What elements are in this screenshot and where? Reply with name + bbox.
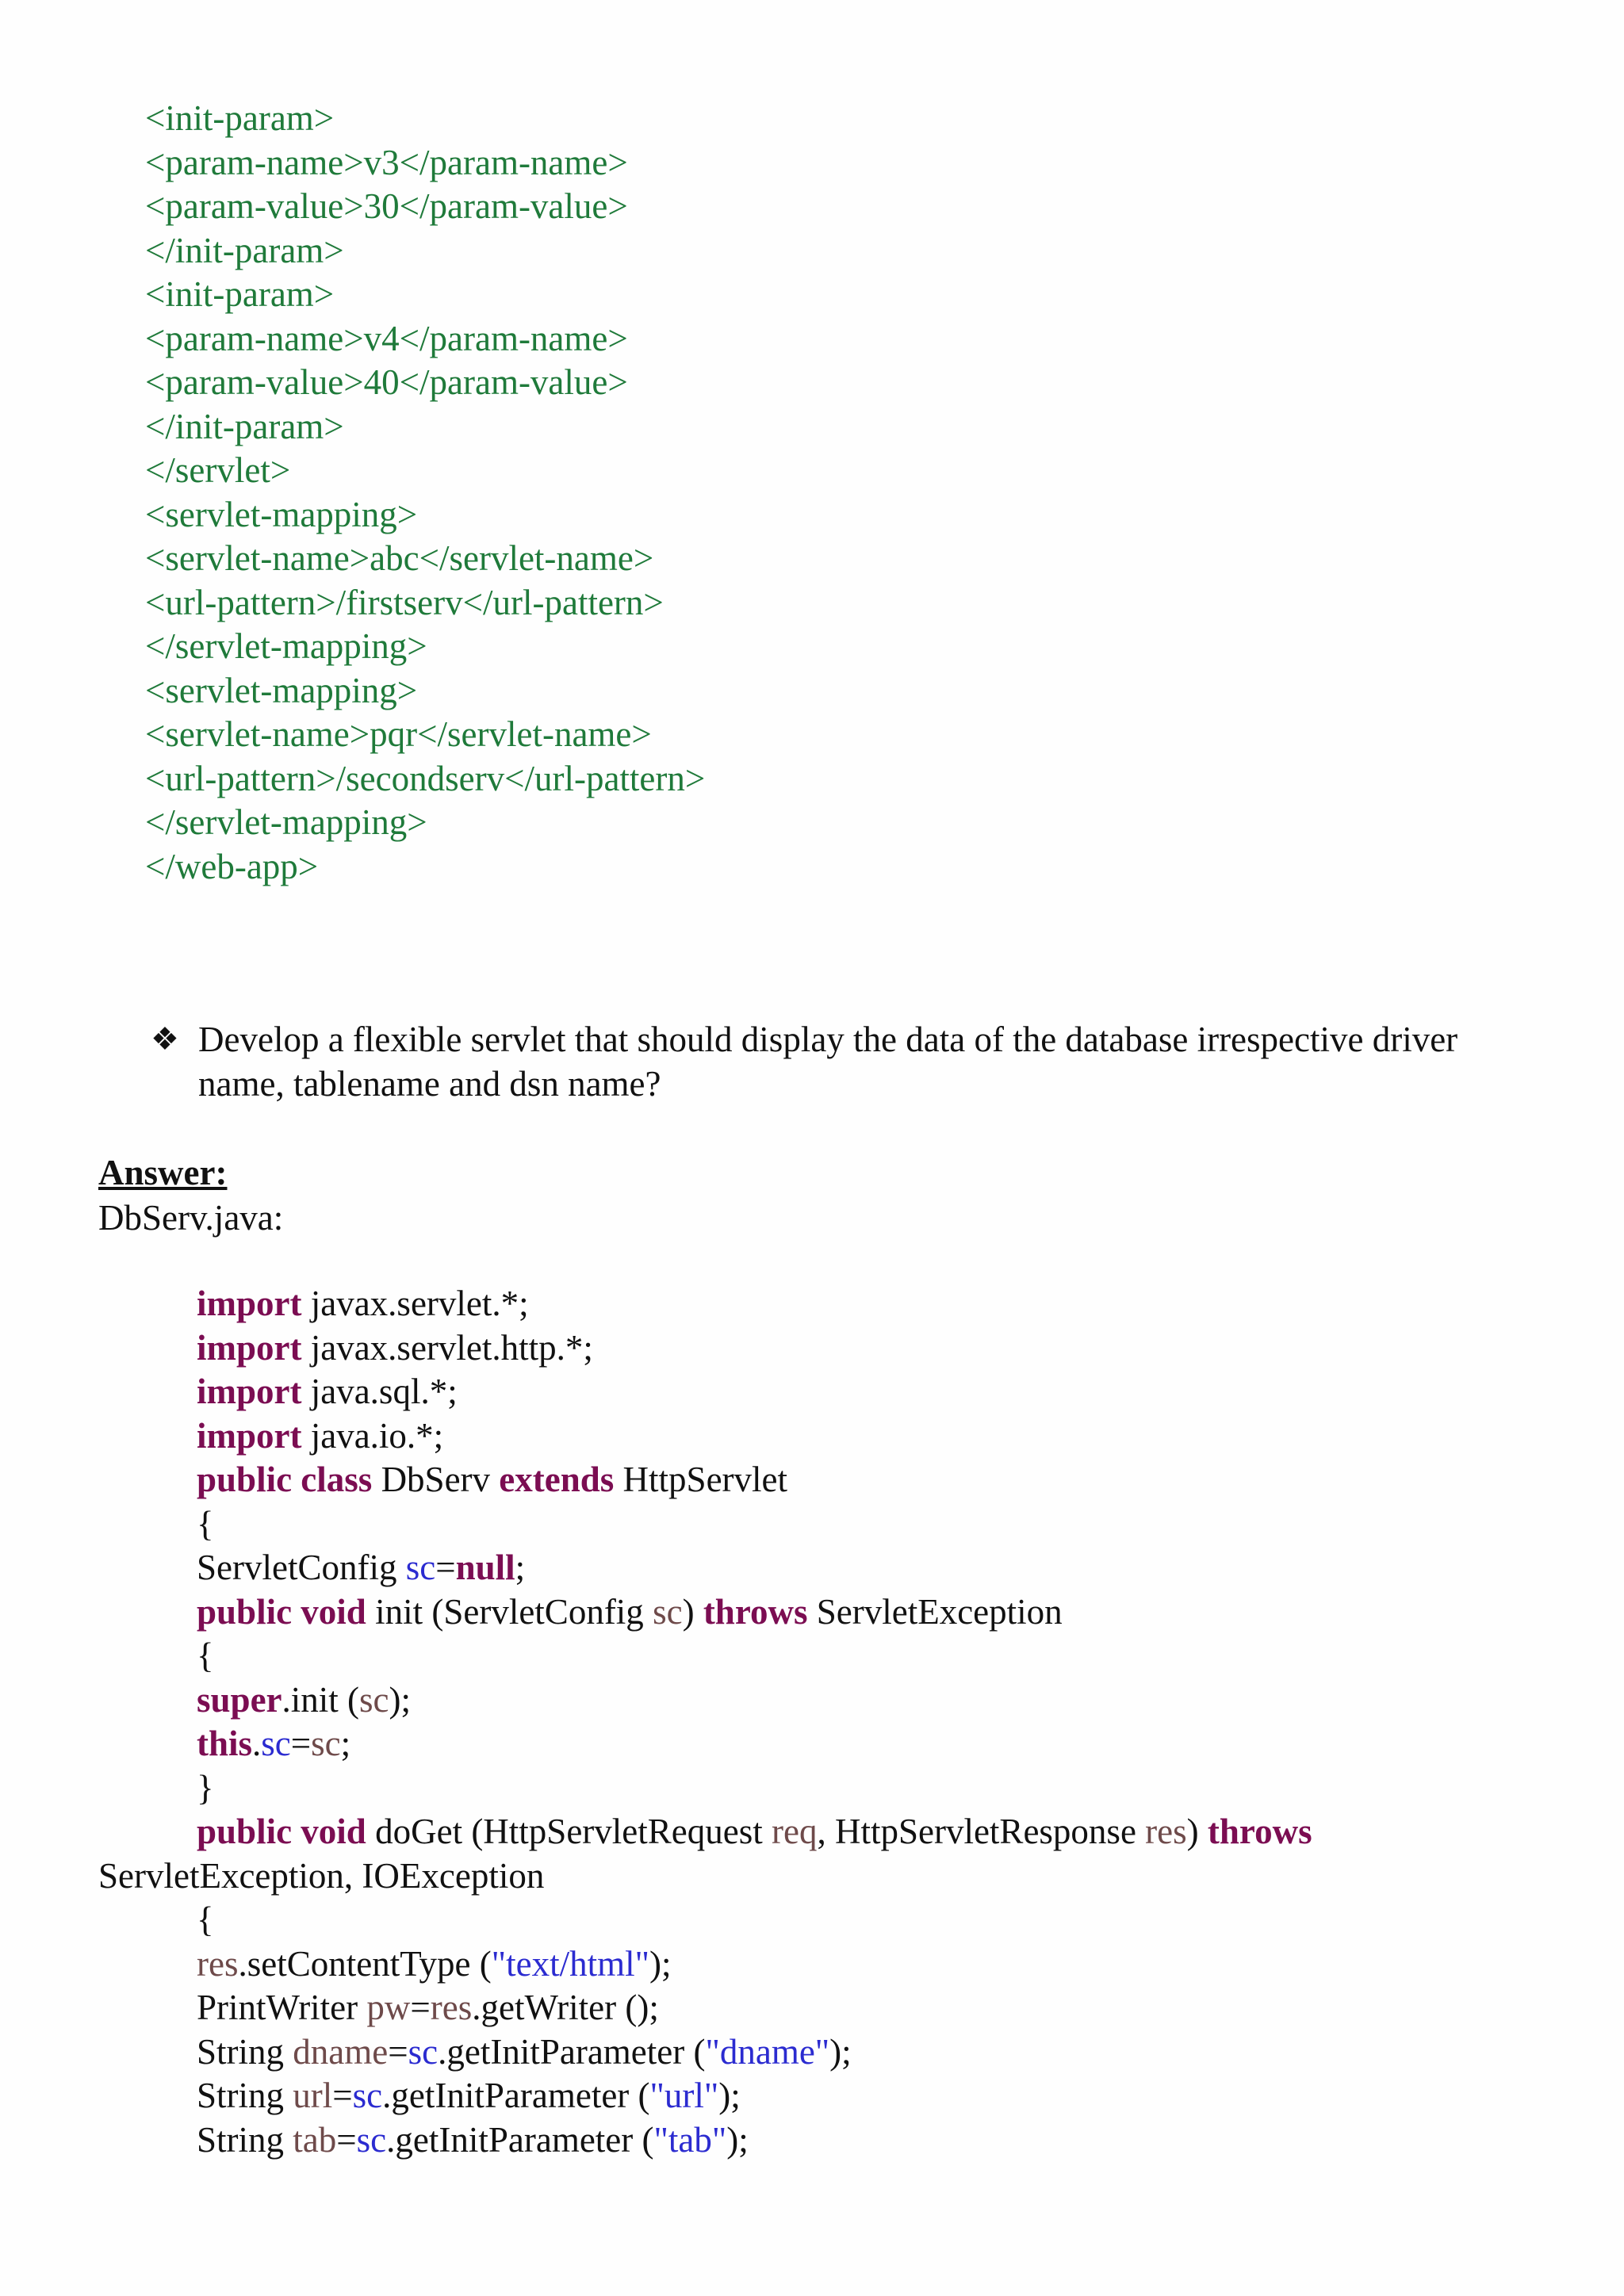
code-token: .getInitParameter (	[386, 2119, 654, 2160]
code-token: java.io.*;	[301, 1415, 444, 1456]
xml-line: <servlet-name>pqr</servlet-name>	[145, 714, 652, 754]
code-token: )	[1186, 1812, 1208, 1851]
code-token: .getWriter ();	[472, 1988, 659, 2027]
xml-line: </servlet-mapping>	[145, 802, 427, 842]
code-token: sc	[408, 2031, 439, 2072]
code-token: {	[197, 1900, 214, 1939]
code-token: "dname"	[705, 2031, 830, 2072]
code-token: res	[197, 1943, 239, 1984]
xml-line: <init-param>	[145, 98, 335, 138]
code-line	[98, 1766, 1312, 1811]
code-line	[98, 1282, 1312, 1326]
xml-line: </servlet-mapping>	[145, 626, 427, 666]
question-text: Develop a flexible servlet that should display the data of the database irrespective driver name, tablename and dsn name?	[198, 1020, 1458, 1104]
code-line	[98, 1458, 1312, 1502]
code-token: =	[290, 1724, 312, 1763]
code-token: dname	[293, 2031, 389, 2072]
code-line	[98, 2118, 1312, 2163]
code-token: {	[197, 1636, 214, 1675]
code-token: sc	[653, 1591, 683, 1632]
code-line	[98, 1898, 1312, 1942]
xml-line: <url-pattern>/firstserv</url-pattern>	[145, 582, 664, 622]
code-token: sc	[261, 1724, 291, 1763]
code-token: throws	[703, 1591, 808, 1632]
xml-line: <servlet-name>abc</servlet-name>	[145, 538, 654, 578]
question-item	[151, 1017, 1499, 1106]
code-token: "url"	[649, 2076, 719, 2115]
code-token: super	[197, 1679, 282, 1720]
code-line	[98, 1854, 1312, 1899]
code-line	[98, 1546, 1312, 1590]
code-token: );	[718, 2076, 741, 2115]
code-token: );	[829, 2031, 852, 2072]
code-token: javax.servlet.*;	[301, 1284, 529, 1323]
xml-line: <servlet-mapping>	[145, 670, 418, 710]
xml-line: </init-param>	[145, 230, 344, 270]
code-token: java.sql.*;	[301, 1372, 458, 1411]
code-line	[98, 1414, 1312, 1459]
code-token: doGet (HttpServletRequest	[366, 1812, 772, 1851]
code-line	[98, 2074, 1312, 2118]
code-token: null	[455, 1548, 515, 1587]
code-token: =	[410, 1988, 431, 2027]
xml-line: </init-param>	[145, 406, 344, 446]
code-line	[98, 1370, 1312, 1414]
xml-line: <param-value>40</param-value>	[145, 362, 628, 402]
code-line	[98, 1986, 1312, 2030]
code-token: .setContentType (	[238, 1943, 492, 1984]
code-token: );	[389, 1679, 412, 1720]
xml-line: </servlet>	[145, 450, 291, 490]
diamond-bullet-icon: ❖	[151, 1021, 179, 1057]
code-token: url	[293, 2076, 333, 2115]
xml-line: <param-value>30</param-value>	[145, 186, 628, 226]
code-token: import	[197, 1415, 302, 1456]
code-token: res	[430, 1988, 473, 2027]
code-token: this	[197, 1724, 253, 1763]
code-token: PrintWriter	[197, 1988, 367, 2027]
code-token: ServletException	[807, 1591, 1063, 1632]
code-token: DbServ	[372, 1460, 500, 1499]
answer-heading: Answer:	[98, 1153, 228, 1192]
code-token: sc	[352, 2076, 383, 2115]
code-token: "text/html"	[491, 1943, 650, 1984]
code-token: public void	[197, 1812, 366, 1851]
code-token: req	[772, 1812, 818, 1851]
code-token: String	[197, 2076, 293, 2115]
xml-line: <param-name>v4</param-name>	[145, 318, 628, 358]
code-token: "tab"	[653, 2119, 727, 2160]
xml-line: <init-param>	[145, 274, 335, 314]
code-token: tab	[293, 2119, 337, 2160]
code-token: sc	[356, 2119, 387, 2160]
code-token: javax.servlet.http.*;	[301, 1327, 593, 1368]
code-token: =	[332, 2076, 353, 2115]
code-token: }	[197, 1767, 214, 1808]
code-line	[98, 1634, 1312, 1678]
code-token: , HttpServletResponse	[817, 1812, 1146, 1851]
code-token: import	[197, 1372, 302, 1411]
code-token: .getInitParameter (	[382, 2076, 650, 2115]
code-line	[98, 1678, 1312, 1723]
code-token: =	[388, 2031, 408, 2072]
code-token: public class	[197, 1460, 373, 1499]
code-token: sc	[405, 1548, 436, 1587]
java-code-block	[98, 1282, 1312, 2162]
code-token: import	[197, 1327, 302, 1368]
code-line	[98, 1942, 1312, 1987]
code-token: pw	[366, 1988, 411, 2027]
xml-line: <param-name>v3</param-name>	[145, 142, 628, 182]
code-token: HttpServlet	[614, 1460, 788, 1499]
code-token: .	[252, 1724, 262, 1763]
code-line	[98, 1326, 1312, 1371]
code-token: ;	[515, 1548, 526, 1587]
code-line	[98, 1502, 1312, 1547]
code-token: .init (	[282, 1679, 360, 1720]
code-token: sc	[311, 1724, 341, 1763]
xml-line: <url-pattern>/secondserv</url-pattern>	[145, 758, 706, 798]
code-token: init (ServletConfig	[366, 1591, 653, 1632]
code-line	[98, 1722, 1312, 1766]
code-token: String	[197, 2119, 293, 2160]
code-token: ServletConfig	[197, 1548, 406, 1587]
code-token: {	[197, 1503, 214, 1544]
code-token: import	[197, 1284, 302, 1323]
code-line	[98, 1810, 1312, 1854]
xml-line: </web-app>	[145, 846, 319, 886]
code-token: )	[682, 1591, 703, 1632]
code-token: extends	[499, 1460, 615, 1499]
code-line	[98, 2030, 1312, 2075]
code-token: ServletException, IOException	[98, 1855, 545, 1896]
code-token: );	[649, 1943, 672, 1984]
code-line	[98, 1590, 1312, 1635]
code-token: sc	[359, 1679, 389, 1720]
code-token: String	[197, 2031, 293, 2072]
code-token: res	[1145, 1812, 1187, 1851]
code-token: );	[726, 2119, 749, 2160]
file-name: DbServ.java:	[98, 1198, 284, 1238]
code-token: =	[435, 1548, 456, 1587]
xml-code-block	[145, 97, 705, 889]
code-token: =	[336, 2119, 357, 2160]
code-token: public void	[197, 1591, 366, 1632]
code-token: .getInitParameter (	[438, 2031, 706, 2072]
code-token: throws	[1207, 1812, 1312, 1851]
code-token: ;	[340, 1724, 351, 1763]
xml-line: <servlet-mapping>	[145, 494, 418, 534]
